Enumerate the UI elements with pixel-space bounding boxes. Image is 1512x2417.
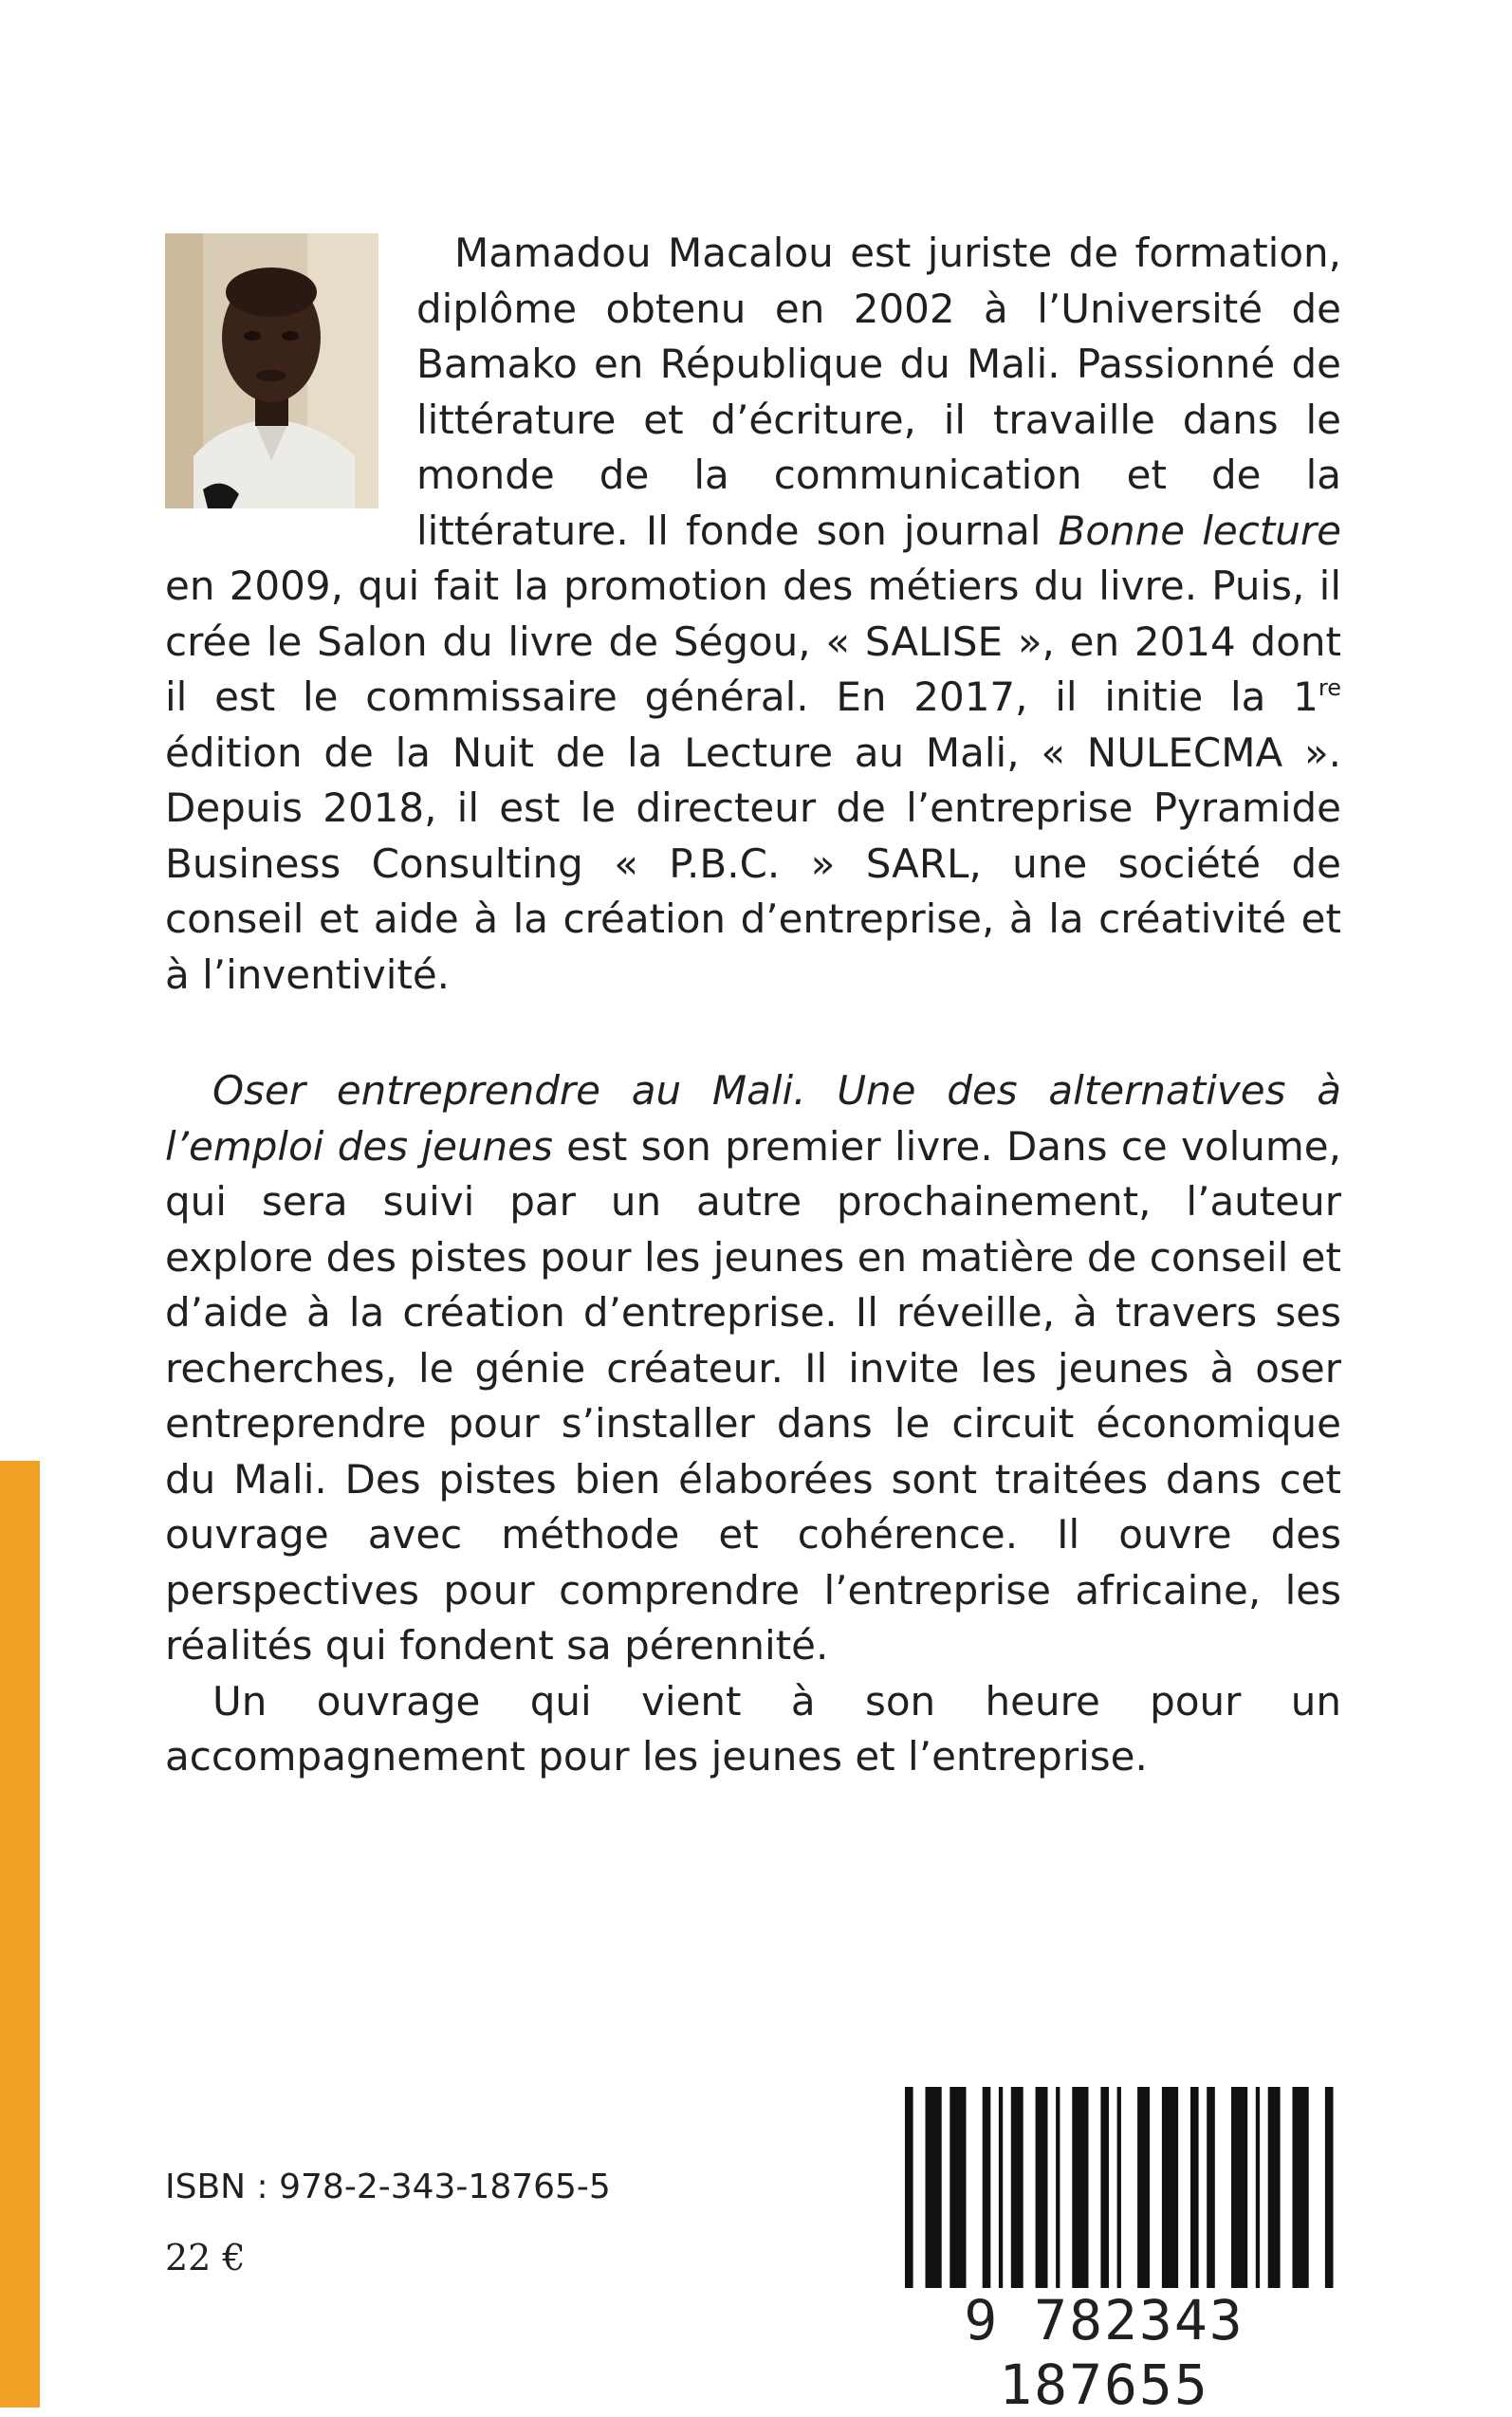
barcode-bar	[1056, 2087, 1060, 2305]
price-label: 22 €	[165, 2237, 246, 2279]
barcode-bar	[1190, 2087, 1199, 2305]
barcode	[867, 2087, 1341, 2417]
barcode-bar	[926, 2087, 942, 2305]
barcode-bar	[983, 2087, 991, 2305]
barcode-bar	[1268, 2087, 1281, 2305]
barcode-bar	[1137, 2087, 1150, 2305]
summary-paragraph	[165, 1063, 1341, 1674]
barcode-bar	[1072, 2087, 1088, 2305]
barcode-bar	[1325, 2087, 1334, 2305]
journal-title: Bonne lecture	[1058, 507, 1342, 554]
barcode-bar	[1293, 2087, 1309, 2305]
bio-middle: en 2009, qui fait la promotion des métiers du livre. Puis, il crée le Salon du livre de Ségou, « SALISE », en 2014 dont il est le commissaire général. En 2017, il initie la 1	[165, 563, 1341, 720]
barcode-bar	[1256, 2087, 1260, 2305]
author-photo	[165, 233, 378, 508]
barcode-bars	[867, 2087, 1341, 2305]
barcode-bar	[1231, 2087, 1247, 2305]
bio-end: édition de la Nuit de la Lecture au Mali, « NULECMA ». Depuis 2018, il est le directeur de l’entreprise Pyramide Business Consulting « P.B.C. » SARL, une société de conseil et aide à la création d’entreprise, à la créativité et à l’inventivité.	[165, 729, 1341, 998]
barcode-bar	[1207, 2087, 1215, 2305]
barcode-bar	[1036, 2087, 1048, 2305]
bio-intro: Mamadou Macalou est juriste de formation, diplôme obtenu en 2002 à l’Université de Bamako en République du Mali. Passionné de littérature et d’écriture, il travaille dans le monde de la communication et de la littérature. Il fonde son journal	[416, 230, 1341, 554]
book-title: Oser entreprendre au Mali. Une des alternatives à l’emploi des jeunes	[165, 1067, 1341, 1170]
barcode-bar	[1011, 2087, 1023, 2305]
barcode-bar	[950, 2087, 966, 2305]
edition-superscript: re	[1318, 674, 1341, 701]
barcode-bar	[999, 2087, 1003, 2305]
isbn-label: ISBN : 978-2-343-18765-5	[165, 2168, 611, 2206]
barcode-bar	[1117, 2087, 1121, 2305]
spine-accent-bar	[0, 1461, 40, 2408]
barcode-bar	[905, 2087, 913, 2305]
closing-paragraph: Un ouvrage qui vient à son heure pour un accompagnement pour les jeunes et l’entreprise.	[165, 1677, 1341, 1780]
summary-body: est son premier livre. Dans ce volume, qui sera suivi par un autre prochainement, l’auteur explore des pistes pour les jeunes en matière de conseil et d’aide à la création d’entreprise. Il réveille, à travers ses recherches, le génie créateur. Il invite les jeunes à oser entreprendre pour s’installer dans le circuit économique du Mali. Des pistes bien élaborées sont traitées dans cet ouvrage avec méthode et cohérence. Il ouvre des perspectives pour comprendre l’entreprise africaine, les réalités qui fondent sa pérennité.	[165, 1122, 1341, 1669]
back-cover-text	[165, 226, 1341, 1785]
barcode-digits: 9 782343 187655	[867, 2288, 1341, 2417]
barcode-bar	[1100, 2087, 1109, 2305]
barcode-bar	[1162, 2087, 1178, 2305]
